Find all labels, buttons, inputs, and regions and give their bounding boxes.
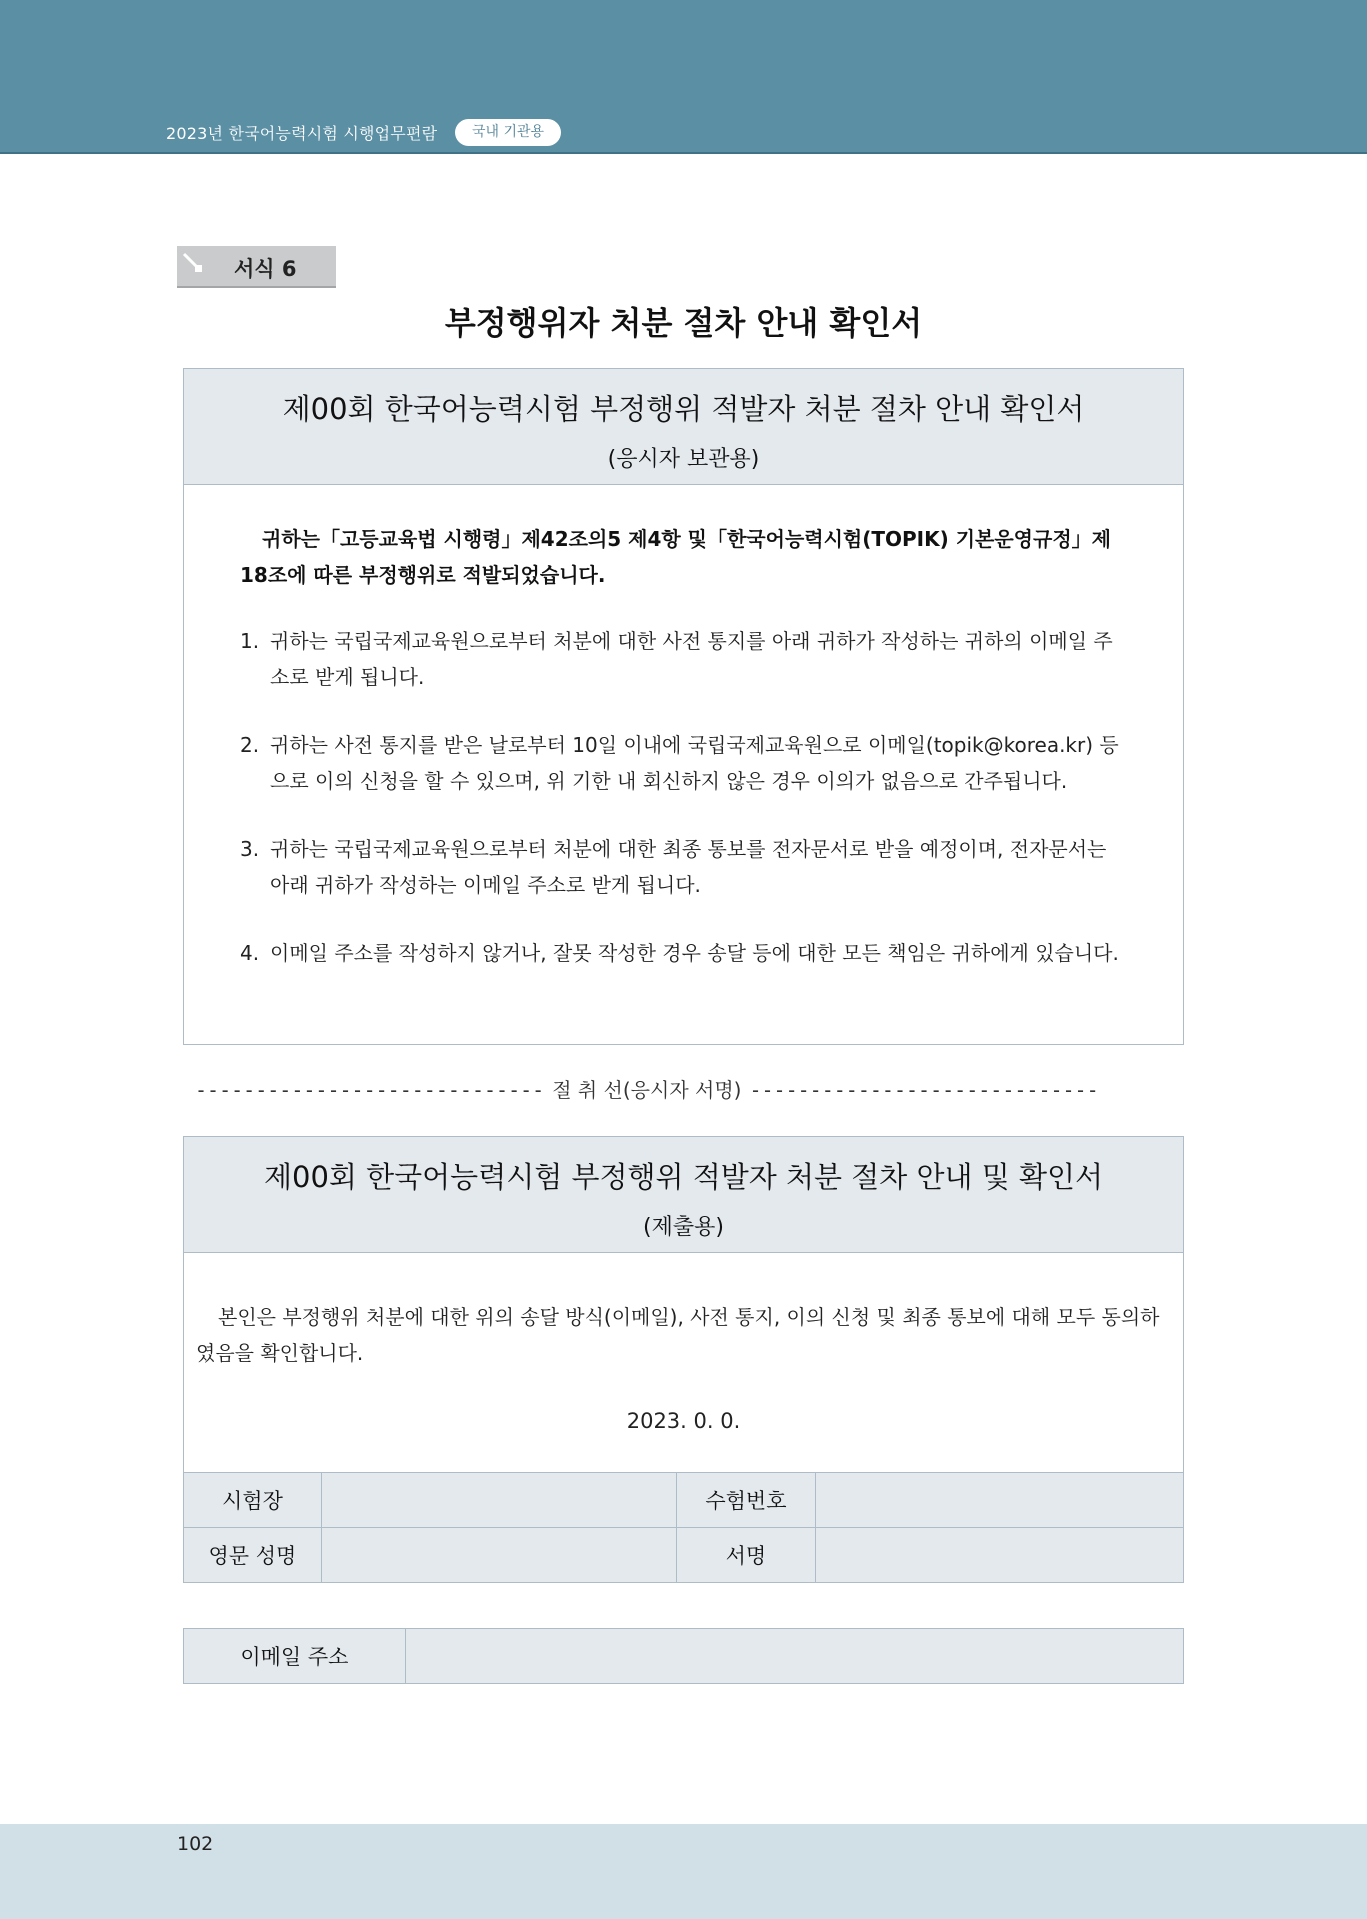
english-name-label: 영문 성명 (183, 1528, 322, 1583)
form-tag (177, 246, 336, 288)
corner-arrow-icon (181, 250, 211, 280)
list-item-text: 이메일 주소를 작성하지 않거나, 잘못 작성한 경우 송달 등에 대한 모든 책임은 귀하에게 있습니다. (270, 941, 1119, 965)
email-label: 이메일 주소 (184, 1629, 406, 1684)
list-item (240, 831, 1130, 903)
notice-box-header (184, 369, 1183, 485)
exam-number-field[interactable] (815, 1473, 1183, 1528)
list-item-text: 귀하는 국립국제교육원으로부터 처분에 대한 최종 통보를 전자문서로 받을 예정이며, 전자문서는 아래 귀하가 작성하는 이메일 주소로 받게 됩니다. (270, 837, 1107, 897)
cut-line-dashes-left: ----------------------------- (195, 1078, 545, 1102)
english-name-field[interactable] (322, 1528, 677, 1583)
exam-number-label: 수험번호 (677, 1473, 816, 1528)
submit-box-subtitle: (제출용) (643, 1215, 724, 1240)
form-tag-label: 서식 6 (234, 257, 297, 281)
exam-site-label: 시험장 (183, 1473, 322, 1528)
cut-line-dashes-right: ----------------------------- (749, 1078, 1099, 1102)
notice-intro: 귀하는「고등교육법 시행령」제42조의5 제4항 및「한국어능력시험(TOPIK) 기본운영규정」제18조에 따른 부정행위로 적발되었습니다. (240, 527, 1111, 587)
list-item (240, 623, 1130, 695)
list-item-text: 귀하는 국립국제교육원으로부터 처분에 대한 사전 통지를 아래 귀하가 작성하는 귀하의 이메일 주소로 받게 됩니다. (270, 629, 1113, 689)
list-item-text: 귀하는 사전 통지를 받은 날로부터 10일 이내에 국립국제교육원으로 이메일(topik@korea.kr) 등으로 이의 신청을 할 수 있으며, 위 기한 내 회신하지 않은 경우 이의가 없음으로 간주됩니다. (270, 733, 1119, 793)
consent-statement: 본인은 부정행위 처분에 대한 위의 송달 방식(이메일), 사전 통지, 이의 신청 및 최종 통보에 대해 모두 동의하였음을 확인합니다. (196, 1305, 1160, 1365)
list-item-number: 4. (240, 941, 260, 965)
page-title: 부정행위자 처분 절차 안내 확인서 (444, 304, 923, 342)
list-item (240, 935, 1130, 971)
header-title: 2023년 한국어능력시험 시행업무편람 (166, 124, 438, 143)
exam-site-field[interactable] (322, 1473, 677, 1528)
header-divider (0, 152, 1367, 154)
signature-field[interactable] (815, 1528, 1183, 1583)
list-item-number: 3. (240, 837, 260, 861)
email-field[interactable] (405, 1629, 1183, 1684)
header-badge: 국내 기관용 (455, 119, 561, 146)
page-number: 102 (177, 1833, 214, 1855)
list-item (240, 727, 1130, 799)
email-table (183, 1628, 1184, 1684)
signature-label: 서명 (677, 1528, 816, 1583)
list-item-number: 1. (240, 629, 260, 653)
submit-box-title: 제00회 한국어능력시험 부정행위 적발자 처분 절차 안내 및 확인서 (263, 1160, 1103, 1194)
cut-line (195, 1074, 1173, 1103)
list-item-number: 2. (240, 733, 260, 757)
applicant-info-table (183, 1472, 1184, 1583)
notice-box (183, 368, 1184, 1045)
cut-line-label: 절 취 선(응시자 서명) (552, 1078, 742, 1102)
submit-box (183, 1136, 1184, 1581)
notice-box-subtitle: (응시자 보관용) (607, 447, 760, 472)
notice-box-title: 제00회 한국어능력시험 부정행위 적발자 처분 절차 안내 확인서 (282, 392, 1085, 426)
submit-box-header (184, 1137, 1183, 1253)
date: 2023. 0. 0. (626, 1409, 741, 1433)
